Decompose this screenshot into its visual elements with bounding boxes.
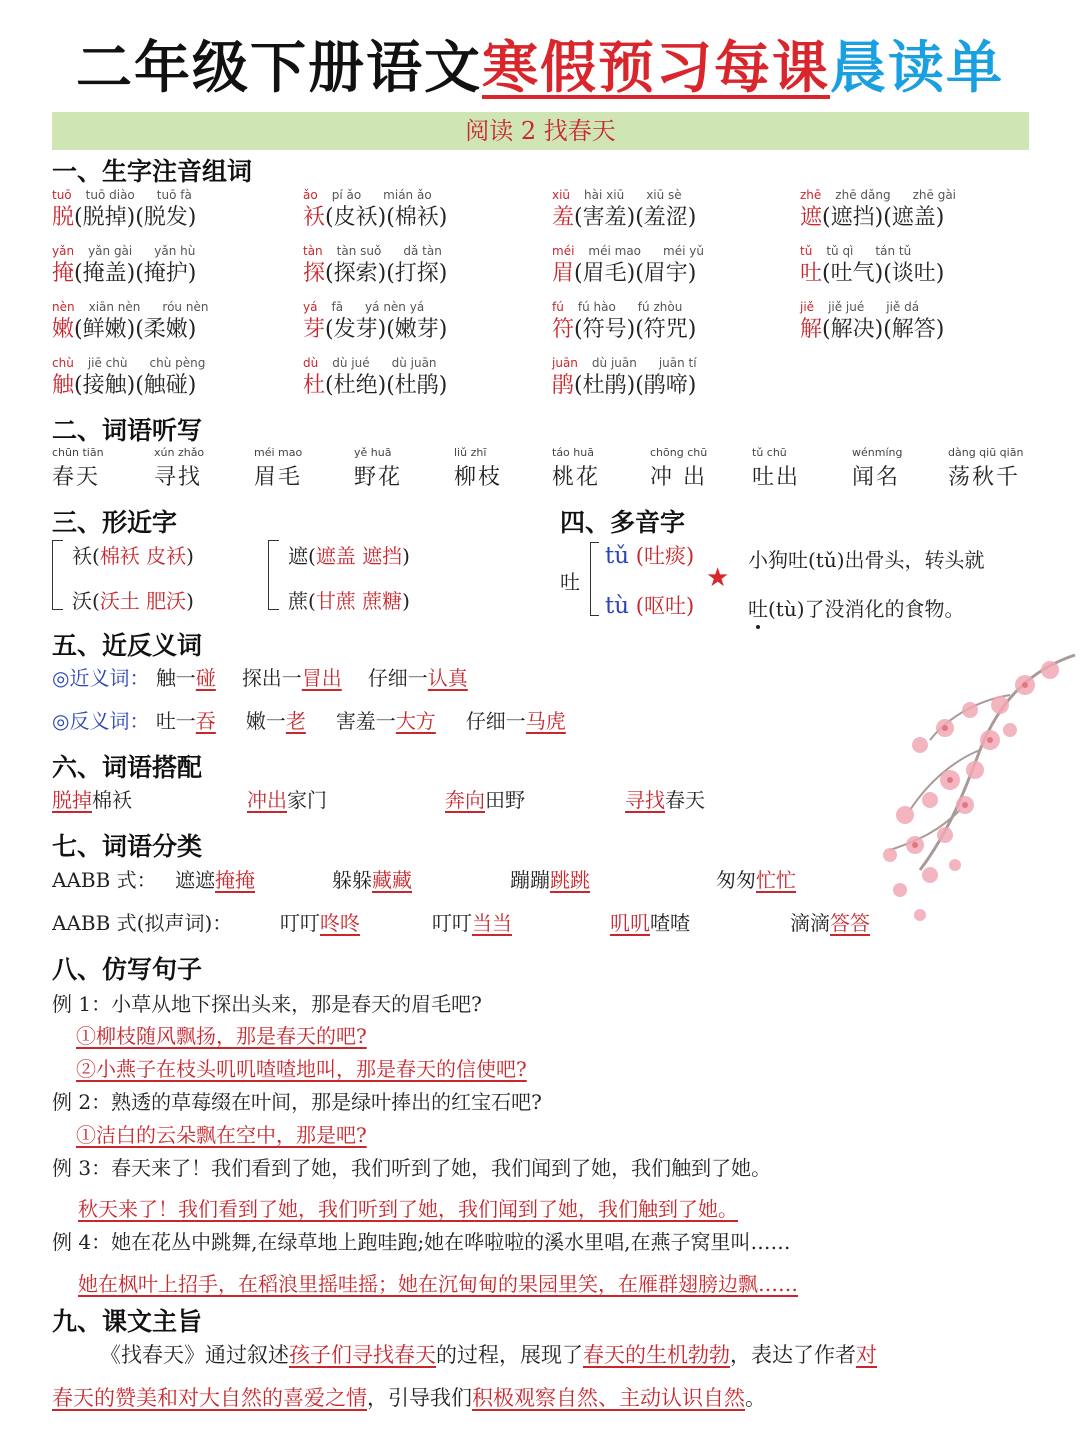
section-1-heading: 一、生字注音组词 bbox=[52, 157, 253, 186]
classify-item: 滴滴答答 bbox=[790, 911, 870, 935]
example-3: 例 3：春天来了！我们看到了她，我们听到了她，我们闻到了她，我们触到了她。 bbox=[52, 1156, 772, 1180]
example-2: 例 2：熟透的草莓缀在叶间，那是绿叶捧出的红宝石吧? bbox=[52, 1090, 542, 1114]
vocab-words: 符(符号)(符咒) bbox=[552, 317, 697, 342]
title-part-1: 二年级下册语文 bbox=[76, 36, 482, 101]
collocation-item: 冲出家门 bbox=[247, 788, 327, 812]
page-title bbox=[0, 24, 1080, 104]
lesson-banner: 阅读 2 找春天 bbox=[52, 112, 1029, 150]
classify-item: 遮遮掩掩 bbox=[175, 868, 255, 892]
vocab-pinyin: fú fú hào fú zhòu bbox=[552, 300, 683, 314]
synonyms-pair: 探出一冒出 bbox=[241, 666, 342, 690]
similar-a1: 袄(棉袄 皮袄) bbox=[72, 544, 194, 568]
similar-b1: 遮(遮盖 遮挡) bbox=[288, 544, 410, 568]
similar-b2: 蔗(甘蔗 蔗糖) bbox=[288, 589, 410, 613]
antonyms-row: ◎反义词： 吐一吞 嫩一老 害羞一大方 仔细一马虎 bbox=[52, 709, 566, 733]
vocab-words: 遮(遮挡)(遮盖) bbox=[800, 205, 945, 230]
title-part-3: 晨读单 bbox=[830, 36, 1004, 101]
classify-row-1-label: AABB 式： bbox=[52, 868, 157, 892]
vocab-words: 掩(掩盖)(掩护) bbox=[52, 261, 197, 286]
poly-reading-1: tǔ (吐痰) bbox=[605, 543, 695, 569]
dictation-word: 柳枝 bbox=[454, 465, 503, 490]
example-3-answer: 秋天来了！我们看到了她，我们听到了她，我们闻到了她，我们触到了她。 bbox=[78, 1197, 738, 1221]
example-4-answer: 她在枫叶上招手，在稻浪里摇哇摇；她在沉甸甸的果园里笑，在雁群翅膀边飘…… bbox=[78, 1272, 798, 1296]
title-part-2: 寒假预习每课 bbox=[482, 36, 830, 101]
antonyms-pair: 仔细一马虎 bbox=[465, 709, 566, 733]
dictation-word: 冲 出 bbox=[650, 465, 707, 490]
dictation-word: 寻找 bbox=[154, 465, 203, 490]
dictation-word: 吐出 bbox=[752, 465, 801, 490]
dictation-pinyin: chūn tiān bbox=[52, 446, 104, 459]
synonyms-pair: 触一碰 bbox=[155, 666, 216, 690]
classify-item: 蹦蹦跳跳 bbox=[510, 868, 590, 892]
vocab-pinyin: dù dù jué dù juān bbox=[303, 356, 437, 370]
vocab-words: 探(探索)(打探) bbox=[303, 261, 448, 286]
classify-item: 叽叽喳喳 bbox=[610, 911, 690, 935]
dictation-word: 桃花 bbox=[552, 465, 601, 490]
poly-reading-2: tù (呕吐) bbox=[605, 593, 695, 619]
vocab-pinyin: tàn tàn suǒ dǎ tàn bbox=[303, 244, 442, 258]
collocation-item: 奔向田野 bbox=[445, 788, 525, 812]
dictation-pinyin: dàng qiū qiān bbox=[948, 446, 1024, 459]
vocab-pinyin: xiū hài xiū xiū sè bbox=[552, 188, 682, 202]
vocab-pinyin: juān dù juān juān tí bbox=[552, 356, 697, 370]
dictation-pinyin: wénmíng bbox=[852, 446, 903, 459]
blossom-branch-decoration bbox=[860, 640, 1080, 940]
example-4: 例 4：她在花丛中跳舞,在绿草地上跑哇跑;她在哗啦啦的溪水里唱,在燕子窝里叫…… bbox=[52, 1230, 791, 1254]
collocation-item: 脱掉棉袄 bbox=[52, 788, 132, 812]
dictation-pinyin: tǔ chū bbox=[752, 446, 787, 459]
section-7-heading: 七、词语分类 bbox=[52, 832, 203, 861]
vocab-pinyin: jiě jiě jué jiě dá bbox=[800, 300, 920, 314]
poly-bracket bbox=[590, 542, 599, 616]
section-9-heading: 九、课文主旨 bbox=[52, 1307, 203, 1336]
vocab-pinyin: méi méi mao méi yǔ bbox=[552, 244, 704, 258]
vocab-words: 吐(吐气)(谈吐) bbox=[800, 261, 945, 286]
vocab-pinyin: tuō tuō diào tuō fà bbox=[52, 188, 192, 202]
classify-row-2-label: AABB 式(拟声词)： bbox=[52, 911, 233, 935]
section-5-heading: 五、近反义词 bbox=[52, 631, 203, 660]
dictation-word: 野花 bbox=[354, 465, 403, 490]
antonyms-pair: 吐一吞 bbox=[155, 709, 216, 733]
vocab-words: 解(解决)(解答) bbox=[800, 317, 945, 342]
vocab-words: 杜(杜绝)(杜鹃) bbox=[303, 373, 448, 398]
poly-sentence-1: 小狗吐(tǔ)出骨头，转头就 bbox=[748, 548, 985, 572]
section-2-heading: 二、词语听写 bbox=[52, 416, 203, 445]
dictation-pinyin: méi mao bbox=[254, 446, 303, 459]
bracket-left-1 bbox=[52, 540, 63, 610]
section-3-heading: 三、形近字 bbox=[52, 508, 178, 537]
section-4-heading: 四、多音字 bbox=[560, 508, 686, 537]
similar-a2: 沃(沃土 肥沃) bbox=[72, 589, 194, 613]
vocab-words: 嫩(鲜嫩)(柔嫩) bbox=[52, 317, 197, 342]
dictation-pinyin: xún zhǎo bbox=[154, 446, 205, 459]
dictation-word: 闻名 bbox=[852, 465, 901, 490]
poly-sentence-2: 吐(tù)了没消化的食物。 bbox=[748, 597, 965, 621]
collocation-item: 寻找春天 bbox=[625, 788, 705, 812]
dictation-pinyin: yě huā bbox=[354, 446, 392, 459]
vocab-pinyin: yá fā yá nèn yá bbox=[303, 300, 425, 314]
dictation-word: 荡秋千 bbox=[948, 465, 1021, 490]
vocab-pinyin: ǎo pí ǎo mián ǎo bbox=[303, 188, 432, 202]
example-2-answer-1: ①洁白的云朵飘在空中，那是吧? bbox=[76, 1123, 367, 1147]
dictation-pinyin: táo huā bbox=[552, 446, 594, 459]
vocab-words: 袄(皮袄)(棉袄) bbox=[303, 205, 448, 230]
poly-char: 吐 bbox=[560, 570, 580, 594]
dictation-word: 眉毛 bbox=[254, 465, 303, 490]
theme-line-1: 《找春天》通过叙述孩子们寻找春天的过程，展现了春天的生机勃勃，表达了作者对 bbox=[100, 1343, 877, 1367]
classify-item: 躲躲藏藏 bbox=[332, 868, 412, 892]
synonyms-row: ◎近义词： 触一碰 探出一冒出 仔细一认真 bbox=[52, 666, 468, 690]
antonyms-pair: 害羞一大方 bbox=[335, 709, 436, 733]
vocab-pinyin: nèn xiān nèn róu nèn bbox=[52, 300, 209, 314]
dictation-pinyin: chōng chū bbox=[650, 446, 708, 459]
dictation-pinyin: liǔ zhī bbox=[454, 446, 487, 459]
synonyms-pair: 仔细一认真 bbox=[367, 666, 468, 690]
theme-line-2: 春天的赞美和对大自然的喜爱之情，引导我们积极观察自然、主动认识自然。 bbox=[52, 1386, 766, 1410]
example-1-answer-2: ②小燕子在枝头叽叽喳喳地叫，那是春天的信使吧? bbox=[76, 1057, 527, 1081]
antonyms-pair: 嫩一老 bbox=[245, 709, 306, 733]
vocab-words: 羞(害羞)(羞涩) bbox=[552, 205, 697, 230]
vocab-words: 触(接触)(触碰) bbox=[52, 373, 197, 398]
vocab-pinyin: chù jiē chù chù pèng bbox=[52, 356, 206, 370]
vocab-words: 鹃(杜鹃)(鹃啼) bbox=[552, 373, 697, 398]
section-6-heading: 六、词语搭配 bbox=[52, 753, 203, 782]
vocab-words: 芽(发芽)(嫩芽) bbox=[303, 317, 448, 342]
classify-item: 叮叮当当 bbox=[432, 911, 512, 935]
classify-item: 叮叮咚咚 bbox=[280, 911, 360, 935]
example-1: 例 1：小草从地下探出头来，那是春天的眉毛吧? bbox=[52, 992, 482, 1016]
vocab-words: 脱(脱掉)(脱发) bbox=[52, 205, 197, 230]
bracket-left-2 bbox=[268, 540, 279, 610]
dictation-word: 春天 bbox=[52, 465, 101, 490]
star-icon: ★ bbox=[706, 563, 730, 593]
classify-item: 匆匆忙忙 bbox=[716, 868, 796, 892]
vocab-words: 眉(眉毛)(眉宇) bbox=[552, 261, 697, 286]
vocab-pinyin: tǔ tǔ qì tán tǔ bbox=[800, 244, 912, 258]
example-1-answer-1: ①柳枝随风飘扬，那是春天的吧? bbox=[76, 1024, 367, 1048]
vocab-pinyin: yǎn yǎn gài yǎn hù bbox=[52, 244, 196, 258]
section-8-heading: 八、仿写句子 bbox=[52, 955, 203, 984]
vocab-pinyin: zhē zhē dǎng zhē gài bbox=[800, 188, 956, 202]
